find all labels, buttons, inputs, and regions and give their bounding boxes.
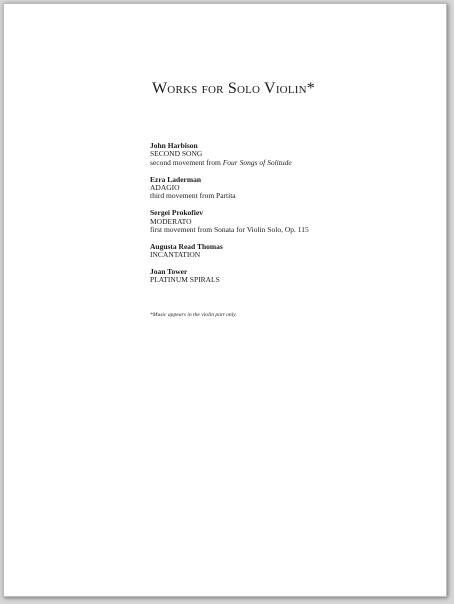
piece-detail: first movement from Sonata for Violin Solo, Op. 115: [150, 225, 309, 235]
page-title: Works for Solo Violin*: [152, 80, 315, 97]
piece-detail-italic: Four Songs of Solitude: [222, 157, 292, 167]
piece-title: SECOND SONG: [150, 149, 203, 159]
work-entry-harbison: [150, 142, 430, 167]
piece-detail-text: second movement from: [150, 157, 223, 167]
composer-name: Joan Tower: [150, 267, 188, 277]
piece-title: PLATINUM SPIRALS: [150, 275, 220, 285]
document-page: [3, 3, 447, 597]
work-entry-prokofiev: [150, 209, 430, 234]
composer-name: Augusta Read Thomas: [150, 241, 223, 251]
footnote: *Music appears in the violin part only.: [150, 312, 237, 318]
piece-detail: third movement from Partita: [150, 191, 236, 201]
piece-title: ADAGIO: [150, 183, 180, 193]
piece-detail: [150, 159, 430, 167]
work-entry-thomas: [150, 243, 430, 260]
composer-name: Sergei Prokofiev: [150, 208, 203, 218]
piece-title: MODERATO: [150, 216, 192, 226]
work-entry-laderman: [150, 176, 430, 201]
composer-name: Ezra Laderman: [150, 174, 202, 184]
piece-title: INCANTATION: [150, 250, 201, 260]
work-entry-tower: [150, 268, 430, 285]
composer-name: John Harbison: [150, 141, 198, 150]
works-list: [150, 142, 430, 293]
